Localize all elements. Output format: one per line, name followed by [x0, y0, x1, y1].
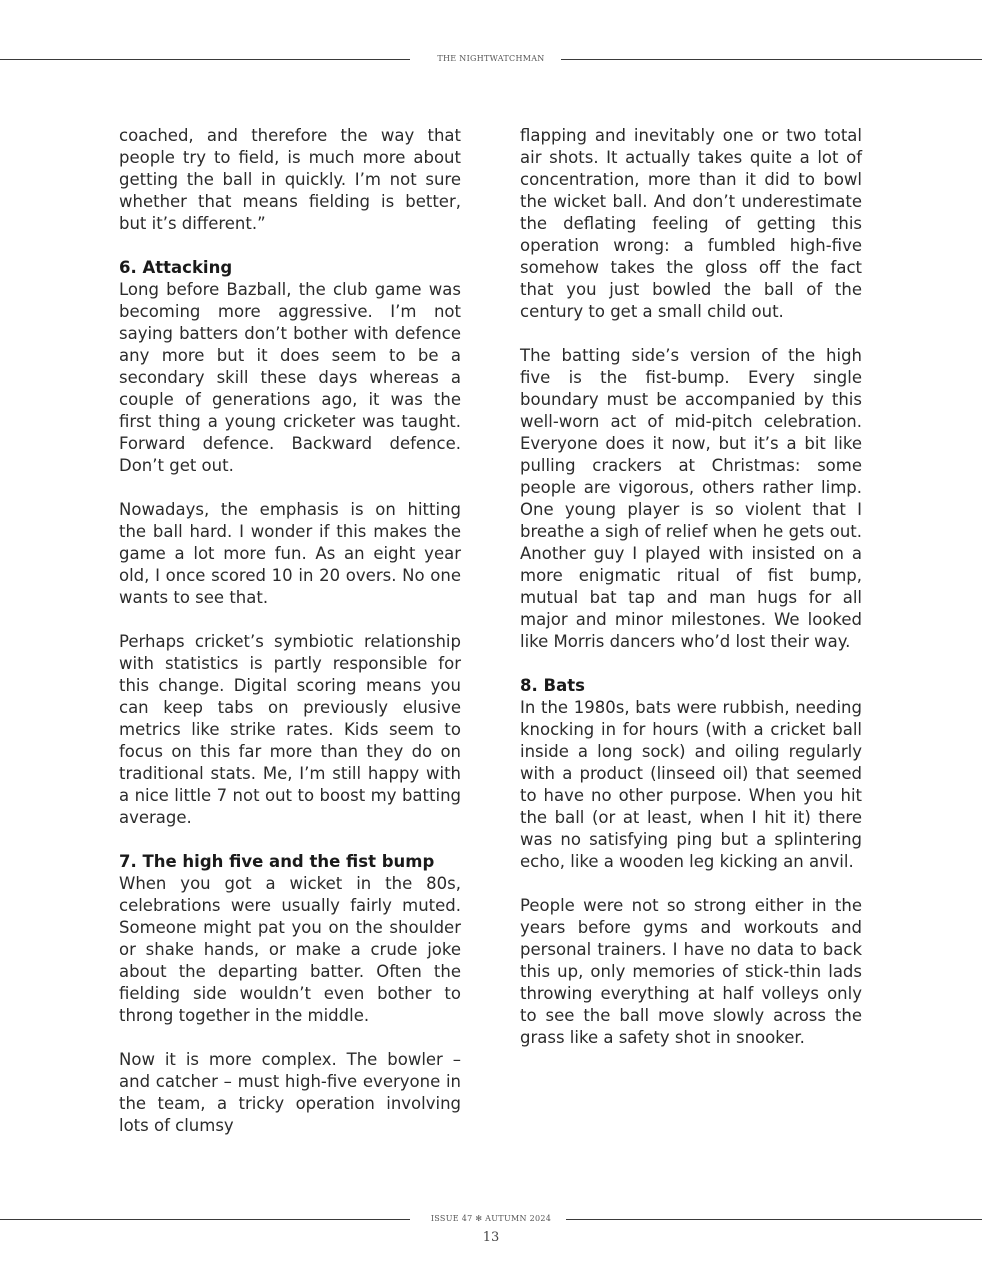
issue-label: ISSUE 47 ✻ AUTUMN 2024	[430, 1214, 552, 1223]
publication-title: THE NIGHTWATCHMAN	[437, 54, 545, 63]
section-heading-high-five: 7. The high five and the fist bump	[119, 852, 435, 871]
header-rule-right	[561, 59, 982, 60]
paragraph: In the 1980s, bats were rubbish, needing knocking in for hours (with a cricket ball inside a long sock) and oiling regularly with a product (linseed oil) that seemed to have no other purpose. When you hit the ball (or at least, when I hit it) there was no satisfying ping but a splintering echo, like a wooden leg kicking an anvil.	[520, 698, 862, 871]
section-heading-attacking: 6. Attacking	[119, 258, 233, 277]
paragraph: People were not so strong either in the years before gyms and workouts and personal trainers. I have no data to back this up, only memories of stick-thin lads throwing everything at half volleys only to see the ball move slowly across the grass like a safety shot in snooker.	[520, 896, 862, 1047]
paragraph: flapping and inevitably one or two total air shots. It actually takes quite a lot of concentration, more than it did to bowl the wicket ball. And don’t underestimate the deflating feeling of getting this operation wrong: a fumbled high-five somehow takes the gloss off the fact that you just bowled the ball of the century to get a small child out.	[520, 126, 862, 321]
paragraph: Nowadays, the emphasis is on hitting the ball hard. I wonder if this makes the game a lot more fun. As an eight year old, I once scored 10 in 20 overs. No one wants to see that.	[119, 500, 461, 607]
paragraph: When you got a wicket in the 80s, celebrations were usually fairly muted. Someone might pat you on the shoulder or shake hands, or make a crude joke about the departing batter. Often the fielding side wouldn’t even bother to throng together in the middle.	[119, 874, 461, 1025]
running-header	[0, 52, 982, 66]
paragraph: Long before Bazball, the club game was becoming more aggressive. I’m not saying batters don’t bother with defence any more but it does seem to be a secondary skill these days whereas a couple of generations ago, it was the first thing a young cricketer was taught. Forward defence. Backward defence. Don’t get out.	[119, 280, 461, 475]
running-footer	[0, 1212, 982, 1226]
footer-rule-right	[566, 1219, 982, 1220]
paragraph: Perhaps cricket’s symbiotic relationship with statistics is partly responsible for this change. Digital scoring means you can keep tabs on previously elusive metrics like strike rates. Kids seem to focus on this far more than they do on traditional stats. Me, I’m still happy with a nice little 7 not out to boost my batting average.	[119, 632, 461, 827]
paragraph: The batting side’s version of the high five is the fist-bump. Every single boundary must be accompanied by this well-worn act of mid-pitch celebration. Everyone does it now, but it’s a bit like pulling crackers at Christmas: some people are vigorous, others rather limp. One young player is so violent that I breathe a sigh of relief when he gets out. Another guy I played with insisted on a more enigmatic ritual of fist bump, mutual bat tap and man hugs for all major and minor milestones. We looked like Morris dancers who’d lost their way.	[520, 346, 862, 651]
article-column-left	[119, 125, 461, 1159]
article-column-right	[520, 125, 862, 1071]
section-heading-bats: 8. Bats	[520, 676, 585, 695]
paragraph: Now it is more complex. The bowler – and catcher – must high-five everyone in the team, a tricky operation involving lots of clumsy	[119, 1050, 461, 1135]
page-number: 13	[482, 1230, 500, 1245]
paragraph: coached, and therefore the way that people try to field, is much more about getting the ball in quickly. I’m not sure whether that means fielding is better, but it’s different.”	[119, 126, 461, 233]
